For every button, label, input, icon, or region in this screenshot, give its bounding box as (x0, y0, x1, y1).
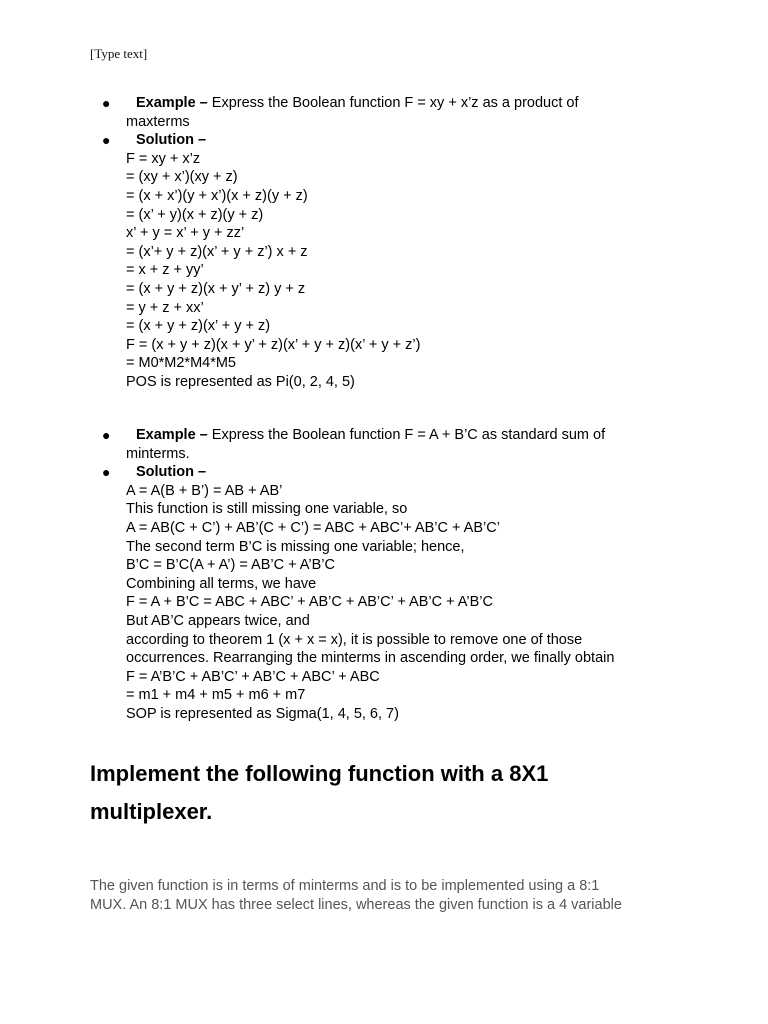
solution-line: = (x + y + z)(x + y’ + z) y + z (126, 280, 306, 297)
solution-line: POS is represented as Pi(0, 2, 4, 5) (126, 373, 355, 390)
solution-line: This function is still missing one variable, so (126, 501, 408, 518)
solution-line: SOP is represented as Sigma(1, 4, 5, 6, 7) (126, 705, 399, 722)
example-2-bullet (90, 426, 690, 445)
bullet-icon: ● (102, 464, 111, 481)
example-text: Express the Boolean function F = xy + x’z as a product of (207, 95, 579, 111)
body-paragraph (90, 877, 680, 914)
solution-line: F = xy + x’z (126, 150, 201, 167)
solution-line: = M0*M2*M4*M5 (126, 355, 236, 372)
paragraph-line-2: MUX. An 8:1 MUX has three select lines, whereas the given function is a 4 variable (90, 896, 622, 913)
example-text: Express the Boolean function F = A + B’C as standard sum of (207, 427, 606, 443)
solution-line: = m1 + m4 + m5 + m6 + m7 (126, 687, 306, 704)
heading-line-1: Implement the following function with a 8X1 (90, 761, 549, 786)
solution-line: Combining all terms, we have (126, 575, 317, 592)
solution-line: according to theorem 1 (x + x = x), it is possible to remove one of those (126, 631, 583, 648)
solution-line: = (xy + x’)(xy + z) (126, 169, 238, 186)
solution-line: = x + z + yy’ (126, 262, 204, 279)
example-1-section (90, 94, 690, 392)
solution-line: = y + z + xx’ (126, 299, 204, 316)
solution-line: A = AB(C + C’) + AB’(C + C’) = ABC + ABC’+ AB’C + AB’C’ (126, 519, 500, 536)
solution-2-bullet (90, 463, 690, 482)
solution-line: The second term B’C is missing one variable; hence, (126, 538, 465, 555)
solution-line: F = (x + y + z)(x + y’ + z)(x’ + y + z)(x’ + y + z’) (126, 336, 421, 353)
solution-line: x’ + y = x’ + y + zz’ (126, 225, 245, 242)
solution-2-lines (90, 482, 690, 724)
solution-line: But AB’C appears twice, and (126, 612, 310, 629)
heading-line-2: multiplexer. (90, 799, 213, 824)
solution-line: A = A(B + B’) = AB + AB’ (126, 482, 283, 499)
solution-label: Solution – (136, 464, 207, 481)
solution-line: = (x’+ y + z)(x’ + y + z’) x + z (126, 243, 308, 260)
bullet-icon: ● (102, 132, 111, 149)
page-header: [Type text] (90, 46, 148, 61)
solution-line: F = A’B’C + AB’C’ + AB’C + ABC’ + ABC (126, 668, 380, 685)
solution-line: occurrences. Rearranging the minterms in ascending order, we finally obtain (126, 650, 615, 667)
example-label: Example – (136, 95, 208, 111)
solution-1-bullet (90, 131, 690, 150)
solution-line: B’C = B’C(A + A’) = AB’C + A’B’C (126, 557, 335, 574)
bullet-icon: ● (102, 95, 111, 111)
solution-line: = (x’ + y)(x + z)(y + z) (126, 206, 264, 223)
solution-label: Solution – (136, 132, 207, 149)
example-text-cont: minterms. (126, 445, 190, 462)
solution-line: = (x + y + z)(x’ + y + z) (126, 318, 271, 335)
example-label: Example – (136, 427, 208, 443)
example-1-bullet (90, 94, 690, 113)
section-heading (90, 756, 710, 830)
example-2-section (90, 426, 690, 724)
solution-line: F = A + B’C = ABC + ABC’ + AB’C + AB’C’ + AB’C + A’B’C (126, 594, 493, 611)
bullet-icon: ● (102, 427, 111, 443)
example-text-cont: maxterms (126, 113, 190, 130)
solution-line: = (x + x’)(y + x’)(x + z)(y + z) (126, 187, 308, 204)
paragraph-line-1: The given function is in terms of minterms and is to be implemented using a 8:1 (90, 878, 600, 894)
solution-1-lines (90, 150, 690, 392)
